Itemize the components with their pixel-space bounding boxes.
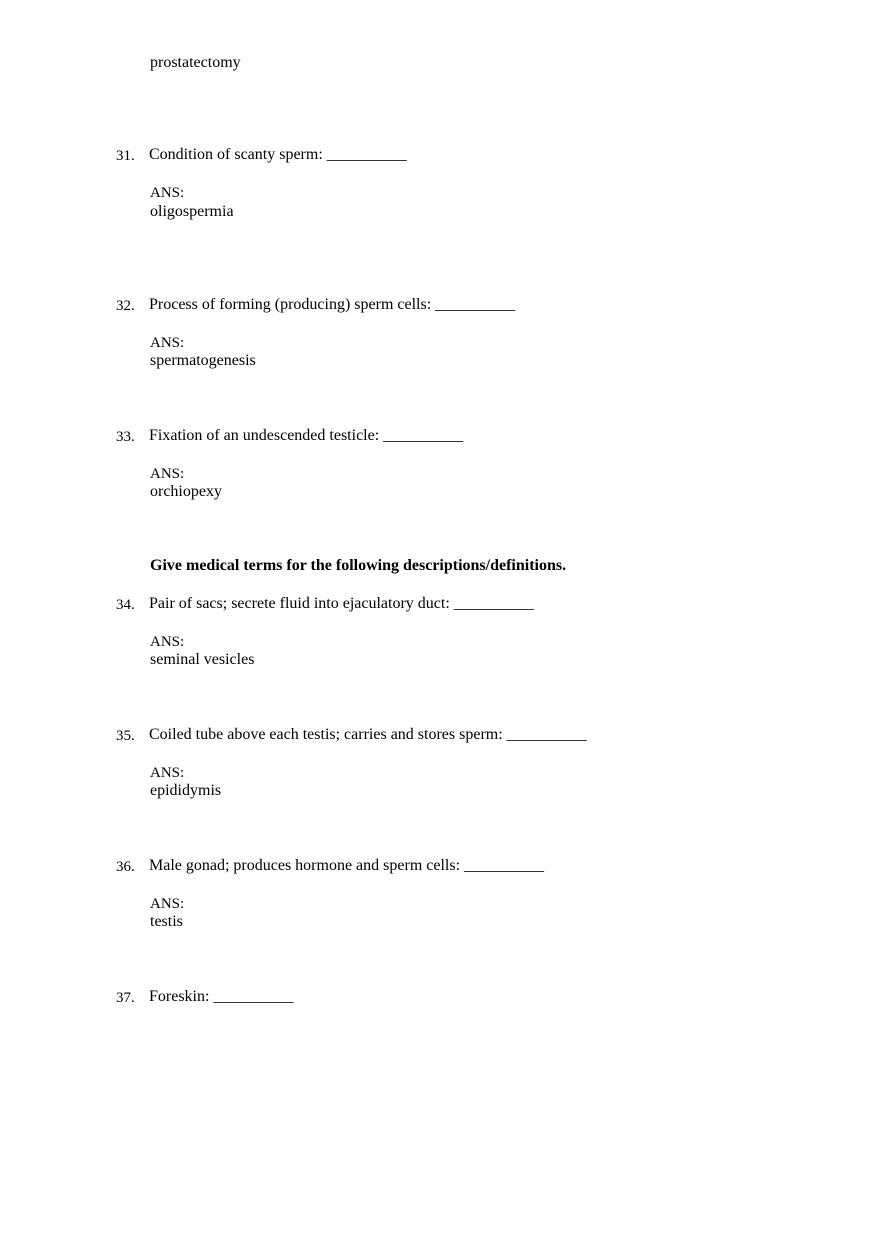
answer-label: ANS: xyxy=(150,634,185,650)
answer-value: spermatogenesis xyxy=(150,352,256,369)
answer-value: oligospermia xyxy=(150,203,234,220)
section-heading: Give medical terms for the following descriptions/definitions. xyxy=(150,557,567,574)
question-text: Condition of scanty sperm: __________ xyxy=(149,146,407,163)
question-number: 36. xyxy=(116,859,135,875)
answer-label: ANS: xyxy=(150,896,185,912)
question-text: Pair of sacs; secrete fluid into ejaculatory duct: __________ xyxy=(149,595,534,612)
question-text: Fixation of an undescended testicle: __________ xyxy=(149,427,464,444)
question-text: Foreskin: __________ xyxy=(149,988,294,1005)
answer-value: orchiopexy xyxy=(150,483,222,500)
question-number: 33. xyxy=(116,429,135,445)
question-number: 32. xyxy=(116,298,135,314)
answer-label: ANS: xyxy=(150,185,185,201)
question-number: 37. xyxy=(116,990,135,1006)
answer-label: ANS: xyxy=(150,466,185,482)
carryover-answer: prostatectomy xyxy=(150,54,241,71)
question-text: Process of forming (producing) sperm cells: __________ xyxy=(149,296,516,313)
answer-value: epididymis xyxy=(150,782,222,799)
question-text: Coiled tube above each testis; carries and stores sperm: __________ xyxy=(149,726,587,743)
question-number: 35. xyxy=(116,728,135,744)
question-number: 31. xyxy=(116,148,135,164)
question-text: Male gonad; produces hormone and sperm cells: __________ xyxy=(149,857,545,874)
answer-value: seminal vesicles xyxy=(150,651,255,668)
answer-label: ANS: xyxy=(150,335,185,351)
answer-value: testis xyxy=(150,913,183,930)
answer-label: ANS: xyxy=(150,765,185,781)
question-number: 34. xyxy=(116,597,135,613)
